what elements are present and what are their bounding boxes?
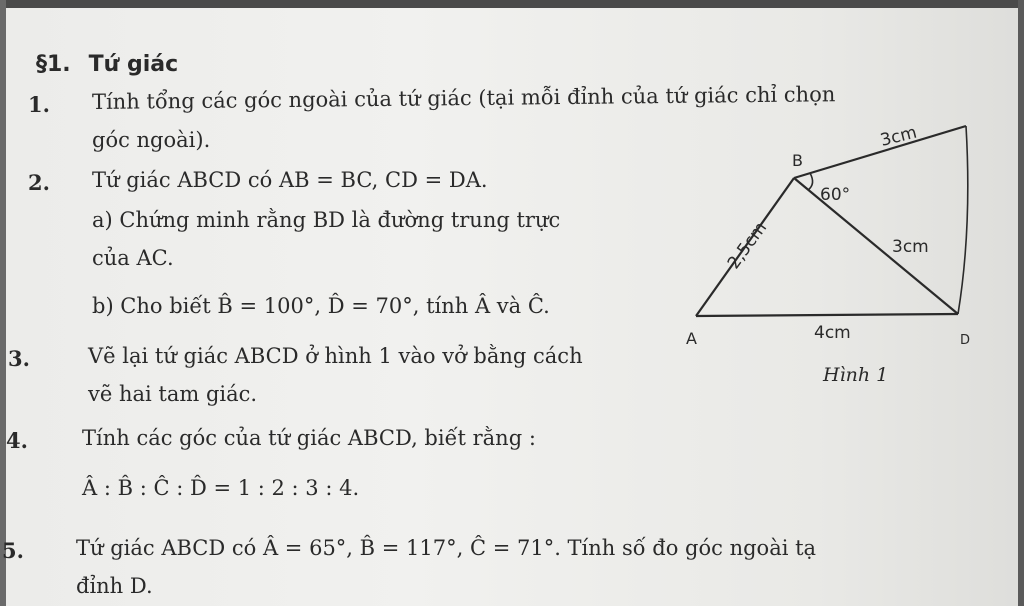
- problem-3-line-2: vẽ hai tam giác.: [88, 382, 258, 406]
- label-angle-b: 60°: [820, 185, 851, 205]
- vertex-d-label: D: [960, 333, 971, 348]
- section-title: Tứ giác: [88, 52, 179, 77]
- label-bd: 3cm: [892, 237, 929, 257]
- photo-top-edge: [0, 0, 1024, 8]
- problem-5-line-1: Tứ giác ABCD có Â = 65°, B̂ = 117°, Ĉ = 71°. Tính số đo góc ngoài tạ: [76, 536, 817, 560]
- photo-right-edge: [1018, 0, 1024, 606]
- problem-2-number: 2.: [28, 170, 50, 195]
- problem-1-line-1: Tính tổng các góc ngoài của tứ giác (tại mỗi đỉnh của tứ giác chỉ chọn: [91, 82, 836, 114]
- vertex-a-label: A: [686, 329, 697, 348]
- problem-1-number: 1.: [28, 92, 50, 117]
- problem-3-line-1: Vẽ lại tứ giác ABCD ở hình 1 vào vở bằng cách: [88, 344, 583, 368]
- figure-caption: Hình 1: [823, 364, 889, 386]
- problem-2-line-4: b) Cho biết B̂ = 100°, D̂ = 70°, tính Â và Ĉ.: [92, 294, 550, 318]
- problem-4-line-1: Tính các góc của tứ giác ABCD, biết rằng :: [82, 426, 536, 450]
- problem-2-line-2: a) Chứng minh rằng BD là đường trung trực: [92, 208, 561, 232]
- problem-3-number: 3.: [8, 346, 30, 371]
- vertex-b-label: B: [792, 151, 803, 170]
- problem-5-line-2: đỉnh D.: [76, 574, 153, 598]
- angle-b-arc: [808, 173, 813, 190]
- arc-cd: [958, 126, 968, 314]
- problem-2-line-3: của AC.: [92, 246, 174, 270]
- quadrilateral-figure: [676, 118, 976, 362]
- label-bc: 3cm: [878, 122, 919, 151]
- label-ad: 4cm: [814, 323, 851, 343]
- textbook-page: [2, 8, 1018, 606]
- diagonal-bd: [794, 178, 958, 314]
- side-ad: [696, 314, 958, 316]
- problem-5-number: 5.: [2, 538, 24, 563]
- problem-4-number: 4.: [6, 428, 28, 453]
- label-ab: 2,5cm: [723, 218, 772, 273]
- problem-2-line-1: Tứ giác ABCD có AB = BC, CD = DA.: [92, 168, 488, 192]
- section-heading: [36, 52, 196, 77]
- problem-4-line-2: Â : B̂ : Ĉ : D̂ = 1 : 2 : 3 : 4.: [82, 476, 360, 500]
- section-number: §1.: [36, 52, 71, 77]
- problem-1-line-2: góc ngoài).: [92, 128, 211, 152]
